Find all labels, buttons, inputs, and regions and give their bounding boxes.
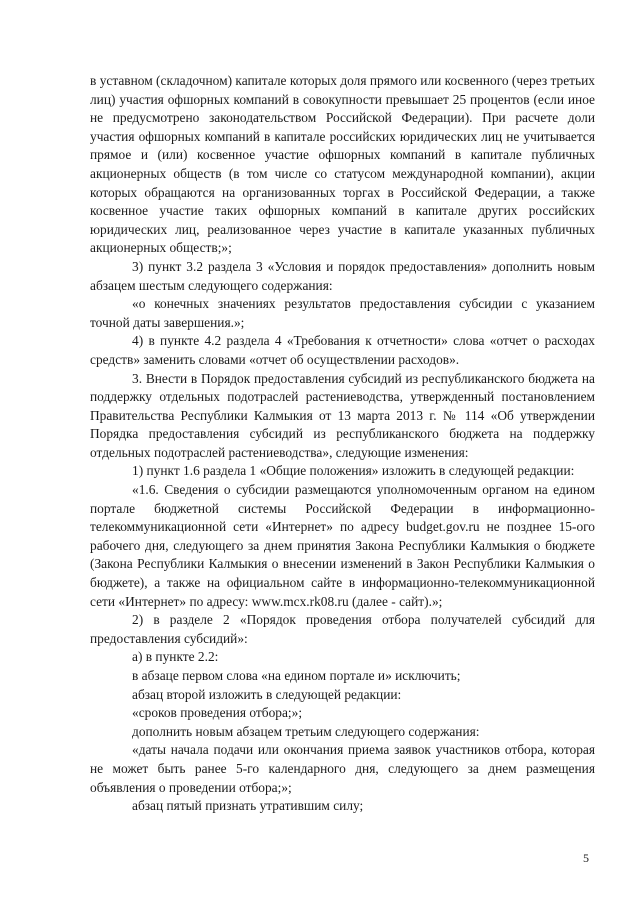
paragraph: а) в пункте 2.2:: [132, 649, 219, 665]
body-text: [90, 72, 595, 816]
paragraph: 3. Внести в Порядок предоставления субсидий из республиканского бюджета на поддержку отдельных подотраслей растениеводства, утвержденный постановлением Правительства Республики Калмыкия от 13 марта 2013 г. № 114 «Об утверждении Порядка предоставления субсидий из республиканского бюджета на поддержку отдельных подотраслей растениеводства», следующие изменения:: [90, 370, 595, 460]
paragraph: в уставном (складочном) капитале которых доля прямого или косвенного (через третьих лиц) участия офшорных компаний в совокупности превышает 25 процентов (если иное не предусмотрено законодательством Российской Федерации). При расчете доли участия офшорных компаний в капитале российских юридических лиц не учитывается прямое и (или) косвенное участие офшорных компаний в капитале публичных акционерных обществ (в том числе со статусом международной компании), акции которых обращаются на организованных торгах в Российской Федерации, а также косвенное участие таких офшорных компаний в капитале других российских юридических лиц, реализованное через участие в капитале указанных публичных акционерных обществ;»;: [90, 73, 595, 256]
paragraph: «даты начала подачи или окончания приема заявок участников отбора, которая не может быть ранее 5-го календарного дня, следующего за днем размещения объявления о проведении отбора;»;: [90, 742, 595, 795]
paragraph: дополнить новым абзацем третьим следующего содержания:: [132, 723, 480, 739]
paragraph: 1) пункт 1.6 раздела 1 «Общие положения» изложить в следующей редакции:: [132, 463, 575, 479]
paragraph: абзац второй изложить в следующей редакции:: [132, 686, 402, 702]
paragraph: 3) пункт 3.2 раздела 3 «Условия и порядок предоставления» дополнить новым абзацем шестым следующего содержания:: [90, 258, 595, 293]
paragraph: в абзаце первом слова «на едином портале и» исключить;: [132, 668, 461, 683]
paragraph: 4) в пункте 4.2 раздела 4 «Требования к отчетности» слова «отчет о расходах средств» заменить словами «отчет об осуществлении расходов».: [90, 333, 595, 367]
paragraph: 2) в разделе 2 «Порядок проведения отбора получателей субсидий для предоставления субсидий»:: [90, 612, 595, 646]
paragraph: «1.6. Сведения о субсидии размещаются уполномоченным органом на едином портале бюджетной системы Российской Федерации в информационно-телекоммуникационной сети «Интернет» по адресу budget.gov.ru не позднее 15-ого рабочего дня, следующего за днем принятия Закона Республики Калмыкия о бюджете (Закона Республики Калмыкия о внесении изменений в Закон Республики Калмыкия о бюджете), а также на официальном сайте в информационно-телекоммуникационной сети «Интернет» по адресу: www.mcx.rk08.ru (далее - сайт).»;: [90, 482, 595, 609]
paragraph: «сроков проведения отбора;»;: [132, 705, 303, 721]
page-number: 5: [583, 851, 589, 865]
paragraph: абзац пятый признать утратившим силу;: [132, 798, 364, 814]
paragraph: «о конечных значениях результатов предоставления субсидии с указанием точной даты завершения.»;: [90, 296, 595, 330]
